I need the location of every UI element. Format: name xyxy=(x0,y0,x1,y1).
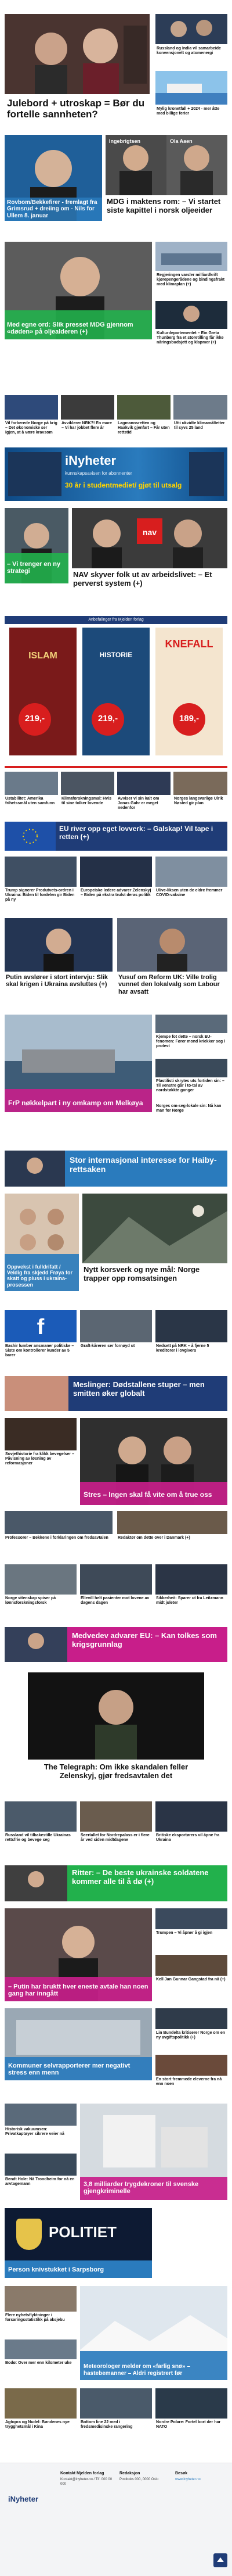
live-bar xyxy=(5,766,227,768)
pair1-right-image xyxy=(117,1511,227,1534)
ritter-band[interactable] xyxy=(5,1865,227,1901)
top-side-2[interactable] xyxy=(155,71,227,129)
top-side-2-title[interactable]: Mylig kronetfall + 2024 - mer åtte med billige ferier xyxy=(157,107,220,116)
tryg-left-1[interactable] xyxy=(5,2104,77,2150)
pair1-left-image xyxy=(5,1511,113,1534)
top-side-1-title[interactable]: Russland og India vil samarbeide konvensjonelt og atomenergi xyxy=(157,46,221,55)
footer-col-2 xyxy=(119,2471,171,2482)
politiet-caption[interactable]: Person knivstukket i Sarpsborg xyxy=(8,2266,104,2273)
pair2-item-3-image xyxy=(155,1564,227,1595)
mdg-img-label-2: Ola Aaen xyxy=(170,138,193,144)
meteo-left-2[interactable] xyxy=(5,2339,77,2380)
grid4-item-1[interactable] xyxy=(5,1310,77,1370)
book-1-price: 219,- xyxy=(24,714,45,723)
putin-side-2-image xyxy=(155,1955,227,1976)
grid4-item-2[interactable] xyxy=(80,1310,152,1370)
sec4-item-2-title[interactable]: Avviklerer NRK?! En mare – Vi har jobbet flere år xyxy=(61,421,112,430)
pair1-right-title[interactable]: Redaktør om dette over i Danmark (+) xyxy=(118,1536,190,1540)
ritter-title[interactable]: Ritter: – De beste ukrainske soldatene kommer alle til å dø (+) xyxy=(72,1868,209,1886)
sec4-item-1-image xyxy=(5,395,58,420)
putin-title[interactable]: Putin avslører i stort intervju: Slik skal krigen i Ukraina avsluttes (+) xyxy=(6,974,108,988)
svg-text:nav: nav xyxy=(142,528,157,537)
kommuner-side-1-title[interactable]: Lin Bundelta kritiserer Norge om en ny avgiftspolitikk (+) xyxy=(156,2031,226,2040)
meteo-left-2-title[interactable]: Bodø: Over mer enn kilometer uke xyxy=(5,2361,72,2365)
book-3-title: KNEFALL xyxy=(165,638,213,650)
footer xyxy=(0,2463,232,2576)
grid1-item-2-image xyxy=(61,772,114,795)
mdg-title[interactable]: MDG i maktens rom: – Vi startet siste kapittel i norsk oljeeider xyxy=(107,197,221,214)
politiet-card[interactable] xyxy=(5,2208,152,2278)
nav-title[interactable]: NAV skyver folk ut av arbeidslivet: – Et perverst system (+) xyxy=(73,570,212,587)
sec3-side-1-title[interactable]: Regjeringen varsler milliardkrift kjørepengerådene og bindingsfrakt med klimaplan (+) xyxy=(157,273,225,286)
footer-col-2-head: Redaksjon xyxy=(119,2471,140,2475)
bottom-item-2-title[interactable]: Bottom line 22 med i fredsmedisinske rangering xyxy=(81,2420,133,2429)
strategy-card[interactable] xyxy=(5,508,68,583)
mdg-card[interactable] xyxy=(106,135,227,237)
medvedev-title[interactable]: Medvedev advarer EU: – Kan tolkes som krigsgrunnlag xyxy=(72,1631,217,1649)
sec4-item-4[interactable] xyxy=(173,395,227,439)
grid1-item-3-title[interactable]: Avviser vi sin kalt om Jonas Gahr er meget nedenfor xyxy=(118,797,160,810)
grid2-item-3-image xyxy=(155,857,227,887)
grid1-item-4-title[interactable]: Norges langsvarlige Ulrik Nøsted gir plan xyxy=(174,797,223,805)
frp-side-1-title[interactable]: Kjempe fot dette – norsk EU-fenomen: Fører mond kriekker seg i protest xyxy=(156,1035,226,1048)
grid5-item-1-title[interactable]: Russland vil tilbakestille Ukrainas rettsfrie og bevege seg xyxy=(5,1833,71,1842)
bottom-item-1-image xyxy=(5,2388,77,2419)
pair1-right[interactable] xyxy=(117,1511,227,1557)
sec3-side-1[interactable] xyxy=(155,242,227,298)
grid1-item-4[interactable] xyxy=(173,772,227,817)
footer-col-1-text[interactable]: Kontakt@inyheter.no / Tlf. 000 00 000 xyxy=(60,2478,113,2486)
rovbom-caption-text: Rovbom/Bekkefirer - fremlagt fra Grimsrud + dreiing om - Nils for Ullem 8. januar xyxy=(7,199,97,219)
mesling-title[interactable]: Meslinger: Dødstallene stuper – men smitten øker globalt xyxy=(73,1380,205,1398)
grid5-item-2[interactable] xyxy=(80,1801,152,1860)
bottom-item-3-image xyxy=(155,2388,227,2419)
tryg-left-2-image xyxy=(5,2154,77,2176)
putin-side-1[interactable] xyxy=(155,1908,227,1951)
frp-side-1[interactable] xyxy=(155,1015,227,1055)
books-header: Anbefalinger fra Mjelden forlag xyxy=(5,616,227,624)
bottom-item-2-image xyxy=(80,2388,152,2419)
bottom-item-3[interactable] xyxy=(155,2388,227,2446)
bottom-item-1[interactable] xyxy=(5,2388,77,2446)
footer-col-3 xyxy=(175,2471,227,2482)
grid2-item-1-title[interactable]: Trump signerer Produtvets-ordren i Ukraina: Biden til fordelen gir Biden på ny xyxy=(5,888,75,902)
nav-image xyxy=(72,508,227,568)
hero-photo-svg xyxy=(5,14,150,94)
sec4-item-3-title[interactable]: Lagmannsretten og Haakvik gjenfart – Får uten rettstid xyxy=(118,421,170,435)
book-3[interactable] xyxy=(155,628,223,755)
frp-side-3-title[interactable]: Norges om-seg-lokale sin: Nå kan man for Norge xyxy=(156,1104,222,1113)
grid5-item-2-title[interactable]: Seertallet for Nordrepalass er i flere år ved siden midtdagene xyxy=(81,1833,150,1842)
banner-brand: iNyheter xyxy=(65,453,117,468)
side-item-1-image xyxy=(5,1418,77,1450)
grid4-item-3[interactable] xyxy=(155,1310,227,1370)
grid1-item-1-title[interactable]: Ustabilitet: Amerika frihetssmål uten samfunn xyxy=(5,797,55,805)
sec4-item-4-title[interactable]: Utti ukvidte klimamåltetter til syvs 25 land xyxy=(174,421,225,430)
footer-col-3-text[interactable]: www.inyheter.no xyxy=(175,2478,201,2481)
grid1-item-3[interactable] xyxy=(117,772,171,817)
grid4-item-2-title[interactable]: Graft-kåreren ser fornøyd ut xyxy=(81,1344,135,1348)
tryg-left-1-image xyxy=(5,2104,77,2126)
tryg-left-1-title[interactable]: Historisk vakuumsen: Privatkaptøyer sikrere veier nå xyxy=(5,2127,64,2136)
mesling-band[interactable] xyxy=(5,1376,227,1411)
zelensky-title[interactable]: The Telegraph: Om ikke skandalen feller Zelenskyj, gjør fredsavtalen det xyxy=(44,1762,188,1780)
nav-card[interactable] xyxy=(72,508,227,608)
kommuner-side-2-image xyxy=(155,2055,227,2076)
arrow-up-icon xyxy=(213,2553,227,2567)
tryg-card[interactable] xyxy=(80,2104,227,2200)
book-2-price: 219,- xyxy=(97,714,118,723)
tryg-left-2[interactable] xyxy=(5,2154,77,2200)
putin-agreement-caption[interactable]: – Putin har bruktt hver eneste avtale han noen gang har inngått xyxy=(8,1983,148,1998)
tryg-caption[interactable]: 3,8 milliarder trygdekroner til svenske gjengkriminelle xyxy=(84,2180,199,2195)
haiby-title[interactable]: Stor internasjonal interesse for Haiby- rettsaken xyxy=(70,1155,217,1174)
putin-image xyxy=(5,918,113,972)
pair2-item-3[interactable] xyxy=(155,1564,227,1622)
putin-side-2[interactable] xyxy=(155,1955,227,1998)
mdg-img-label-1: Ingebrigtsen xyxy=(109,138,141,144)
romsatsing-card[interactable] xyxy=(82,1194,227,1304)
putin-card[interactable] xyxy=(5,918,113,1005)
side-item-1-title[interactable]: Sovjethistorie fra klikk bevegelser – Påvisning av løsning av reformasjoner xyxy=(5,1452,75,1466)
bottom-item-3-title[interactable]: Nordre Polare: Fortel bort der har NATO xyxy=(156,2420,221,2429)
grid1-item-2[interactable] xyxy=(61,772,114,817)
yusuf-title[interactable]: Yusuf om Reform UK: Ville trolig vunnet den lokalvalg som Labour har avsatt xyxy=(118,974,220,995)
meteo-left-1-title[interactable]: Flere nyhetsflyktninger i forsaringsstatistikk på aksjebu xyxy=(5,2313,65,2322)
bottom-item-1-title[interactable]: Agtopra og Nudel: Bøndenes nye trygghetsmål i Kina xyxy=(5,2420,70,2429)
sec4-item-2[interactable] xyxy=(61,395,114,439)
pair2-item-1-title[interactable]: Norge vitenskap spiser på lønnsforskningsforsk xyxy=(5,1596,56,1605)
haiby-image xyxy=(5,1151,65,1187)
banner-text: 30 år i studentmediet/ gjøt til utsalg xyxy=(65,481,182,489)
grid5-item-3-image xyxy=(155,1801,227,1832)
rovbom-caption xyxy=(5,198,102,221)
sec3-side-2[interactable] xyxy=(155,301,227,359)
top-side-1[interactable] xyxy=(155,14,227,67)
grid2-item-2-title[interactable]: Europeiske ledere advarer Zelenskyj – Biden på ekstra trulst deras politik xyxy=(81,888,151,897)
sec3-side-2-title[interactable]: Kulturdepartementet – Ein Greta Thunberg fra et storetilling får ikke nåringsbudsjett og klapmer (+) xyxy=(157,331,224,345)
frp-side-3[interactable] xyxy=(155,1103,227,1126)
book-2[interactable] xyxy=(82,628,150,755)
mdg-pressure-caption[interactable]: Med egne ord: Slik presset MDG gjennom «døden» på oljealderen (+) xyxy=(7,321,133,336)
grid4-item-3-title[interactable]: Nedsett på NRK – å fjerne 5 kreditorer i lovgivers xyxy=(156,1344,209,1353)
pair2-item-2-image xyxy=(80,1564,152,1595)
pair2-item-1-image xyxy=(5,1564,77,1595)
book-1[interactable] xyxy=(9,628,77,755)
grid2-item-2-image xyxy=(80,857,152,887)
banner-people xyxy=(8,452,61,496)
svg-text:f: f xyxy=(37,1315,45,1339)
kommuner-side-2[interactable] xyxy=(155,2055,227,2098)
grid5-item-1-image xyxy=(5,1801,77,1832)
police-badge-icon xyxy=(16,2219,42,2250)
sec4-item-1[interactable] xyxy=(5,395,58,439)
romsatsing-image xyxy=(82,1194,227,1263)
grid2-item-3[interactable] xyxy=(155,857,227,912)
books-section xyxy=(5,616,227,761)
frp-caption[interactable]: FrP nøkkelpart i ny omkamp om Melkøya xyxy=(8,1099,143,1108)
grid5-item-3[interactable] xyxy=(155,1801,227,1860)
top-side-1-image xyxy=(155,14,227,44)
pair2-item-3-title[interactable]: Sikkerheit: Sparer ut fra Leitzmann midt juleter xyxy=(156,1596,223,1605)
grid5-item-3-title[interactable]: Britiske eksportørers vil åpne fra Ukraina xyxy=(156,1833,220,1842)
medvedev-band[interactable] xyxy=(5,1627,227,1662)
grid4-item-2-image xyxy=(80,1310,152,1342)
meteo-card[interactable] xyxy=(80,2286,227,2380)
oppvekst-caption[interactable]: Oppvekst i fulldrifatt / Veldig fra skjedd Frøya for skatt og pluss i ukraina-prosessen xyxy=(7,1263,73,1288)
bottom-item-2[interactable] xyxy=(80,2388,152,2446)
sec4-item-4-image xyxy=(173,395,227,420)
pair1-left[interactable] xyxy=(5,1511,113,1557)
book-3-price: 189,- xyxy=(179,714,200,723)
grid1-item-1-image xyxy=(5,772,58,795)
frp-side-1-image xyxy=(155,1015,227,1033)
grid5-item-2-image xyxy=(80,1801,152,1832)
grid4-item-1-title[interactable]: Bashir lumber ansmaner politiske – Siste om kontrollerer kunder av 5 barer xyxy=(5,1344,74,1357)
yusuf-card[interactable] xyxy=(117,918,227,1005)
hero-image xyxy=(5,14,150,94)
scroll-top-button[interactable] xyxy=(213,2553,227,2567)
banner-sub: kunnskapsavisen for abonnenter xyxy=(65,471,132,476)
grid2-item-2[interactable] xyxy=(80,857,152,912)
grid4-item-3-image xyxy=(155,1310,227,1342)
yusuf-image xyxy=(117,918,227,972)
kommuner-card[interactable] xyxy=(5,2008,152,2080)
putin-side-1-image xyxy=(155,1908,227,1929)
pair2-item-1[interactable] xyxy=(5,1564,77,1622)
pair2-item-2-title[interactable]: Ellevill helt pasienter mot lovene av dagens dagen xyxy=(81,1596,150,1605)
meteo-left-2-image xyxy=(5,2339,77,2359)
kommuner-side-1-image xyxy=(155,2008,227,2029)
eu-band-title[interactable]: EU river opp eget lovverk: – Galskap! Vil tape i retten (+) xyxy=(59,825,213,841)
footer-col-2-text: Postboks 000, 0000 Oslo xyxy=(119,2478,159,2481)
grid2-item-1[interactable] xyxy=(5,857,77,912)
banner-people-right xyxy=(189,452,224,496)
grid5-item-1[interactable] xyxy=(5,1801,77,1860)
putin-side-2-title[interactable]: Kell Jan Gunnar Gangstad fra nå (+) xyxy=(156,1977,226,1982)
grid1-item-1[interactable] xyxy=(5,772,58,817)
ritter-image xyxy=(5,1865,67,1901)
politiet-logo-text: POLITIET xyxy=(49,2223,117,2241)
grid1-item-2-title[interactable]: Klimaforskningsmal: Hvis til sine tolker lovende xyxy=(61,797,111,805)
frp-side-2-title[interactable]: Plastilisti skrytes uts fortiden sin: – Til venstre går i to-tal av nordstøkkte ganger xyxy=(156,1079,224,1092)
hero-card[interactable] xyxy=(5,14,150,129)
side-item-1[interactable] xyxy=(5,1418,77,1485)
mdg-pressure-card[interactable] xyxy=(5,242,152,339)
book-1-title: ISLAM xyxy=(28,651,57,661)
frp-card[interactable] xyxy=(5,1015,152,1112)
eu-band[interactable] xyxy=(5,822,227,851)
mesling-image xyxy=(5,1376,68,1411)
oppvekst-card[interactable] xyxy=(5,1194,79,1291)
sec4-item-3-image xyxy=(117,395,171,420)
grid1-item-3-image xyxy=(117,772,171,795)
footer-brand[interactable]: iNyheter xyxy=(8,2495,39,2503)
frp-image xyxy=(5,1015,152,1112)
frp-side-2-image xyxy=(155,1059,227,1077)
zelensky-card[interactable] xyxy=(28,1672,204,1794)
book-2-title: HISTORIE xyxy=(99,651,133,659)
footer-col-1-head: Kontakt Mjelden forlag xyxy=(60,2471,104,2475)
stres-caption[interactable]: Stres – Ingen skal få vite om å true oss xyxy=(84,1491,212,1499)
pair2-item-2[interactable] xyxy=(80,1564,152,1622)
pair1-left-title[interactable]: Professorer – Bekkene i forklaringen om fredsavtalen xyxy=(5,1536,108,1540)
rovbom-card[interactable] xyxy=(5,135,102,221)
top-side-2-image xyxy=(155,71,227,105)
putin-agreement-card[interactable] xyxy=(5,1908,152,2001)
sec4-item-2-image xyxy=(61,395,114,420)
kommuner-caption[interactable]: Kommuner selvrapporterer mer negativt stress enn menn xyxy=(8,2062,130,2077)
grid2-item-3-title[interactable]: Ulive-liksen uten de eldre fremmer COVID-vaksine xyxy=(156,888,223,897)
tryg-left-2-title[interactable]: Bendt Hole: Nå Trondheim for nå en arvtagemann xyxy=(5,2177,75,2186)
sec4-item-3[interactable] xyxy=(117,395,171,439)
meteo-left-1-image xyxy=(5,2286,77,2312)
footer-col-1 xyxy=(60,2471,116,2487)
meteo-caption[interactable]: Meteorologer melder om «farlig snø» – hastebemanner – Aldri registrert før xyxy=(84,2363,190,2377)
mdg-image xyxy=(106,135,227,195)
hero-title[interactable]: Julebord + utroskap = Bør du fortelle sannheten? xyxy=(7,98,145,120)
sec3-side-2-image xyxy=(155,301,227,329)
romsatsing-title[interactable]: Nytt korsverk og nye mål: Norge trapper opp romsatsingen xyxy=(84,1265,200,1282)
grid4-item-1-image xyxy=(5,1310,77,1342)
footer-col-3-head: Besøk xyxy=(175,2471,188,2475)
strategy-caption[interactable]: – Vi trenger en ny strategi xyxy=(7,560,61,575)
grid2-item-1-image xyxy=(5,857,77,887)
inyheter-banner[interactable] xyxy=(5,447,227,501)
kommuner-side-2-title[interactable]: En stort fremmede eleverne fra nå enn noen xyxy=(156,2077,222,2086)
haiby-band[interactable] xyxy=(5,1151,227,1187)
sec4-item-1-title[interactable]: Vil forberede Norge på krig – Det økonomiske ser igjen, at å være kravsom xyxy=(5,421,57,435)
stres-card[interactable] xyxy=(80,1418,227,1505)
eu-flag-icon xyxy=(5,822,56,851)
kommuner-side-1[interactable] xyxy=(155,2008,227,2051)
sec3-side-1-image xyxy=(155,242,227,271)
medvedev-image xyxy=(5,1627,67,1662)
putin-side-1-title[interactable]: Trumpen – Vi åpner å gi igjen xyxy=(156,1931,213,1935)
meteo-left-1[interactable] xyxy=(5,2286,77,2336)
frp-side-2[interactable] xyxy=(155,1059,227,1099)
grid1-item-4-image xyxy=(173,772,227,795)
zelensky-image xyxy=(28,1672,204,1760)
